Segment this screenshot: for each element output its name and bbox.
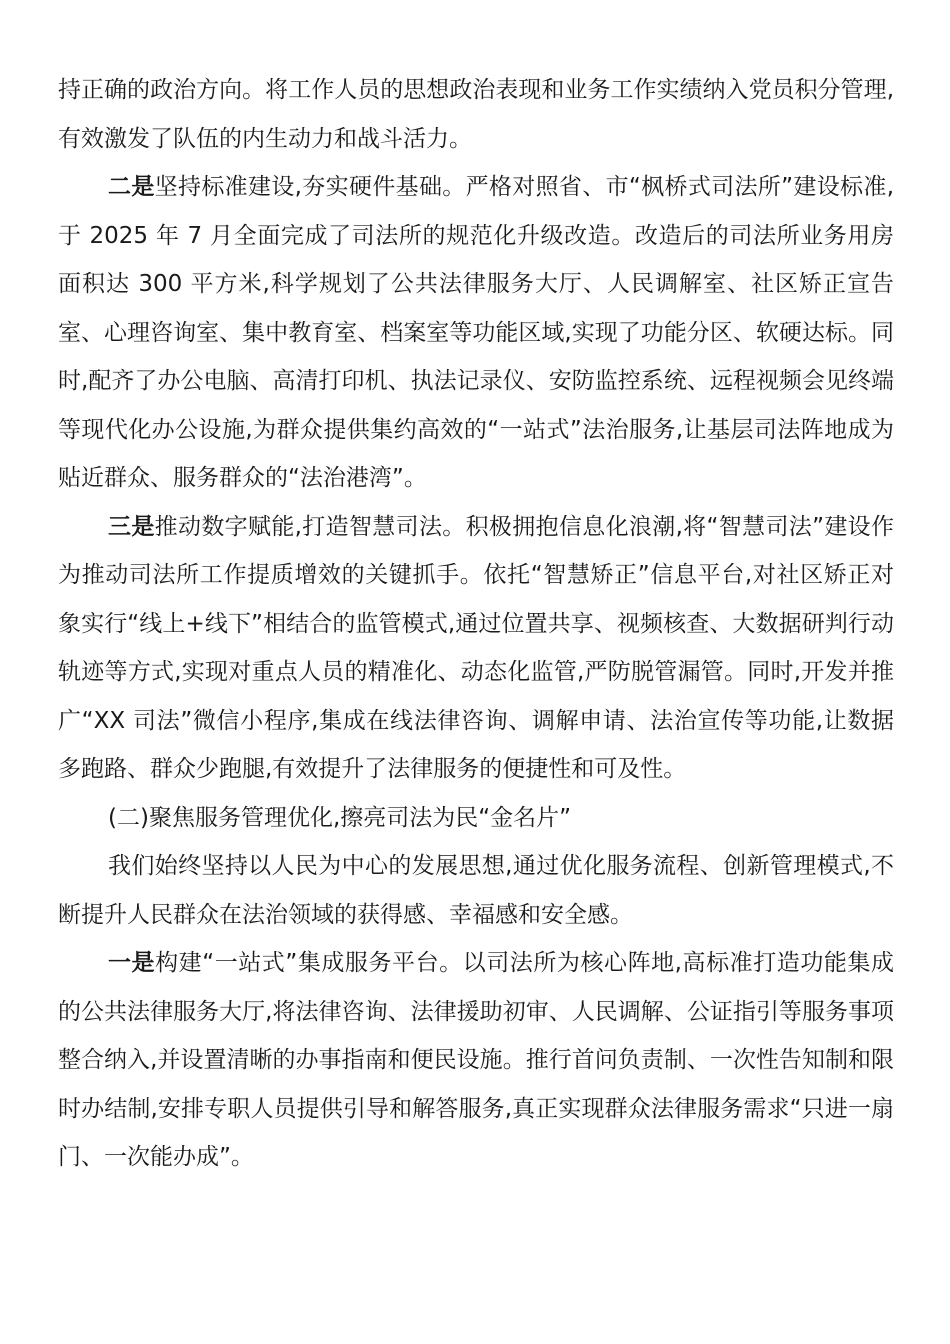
paragraph-3-text: 推动数字赋能,打造智慧司法。积极拥抱信息化浪潮,将“智慧司法”建设作为推动司法所工作提质增效的关键抓手。依托“智慧矫正”信息平台,对社区矫正对象实行“线上+线下”相结合的监管模式,通过位置共享、视频核查、大数据研判行动轨迹等方式,实现对重点人员的精准化、动态化监管,严防脱管漏管。同时,开发并推广“XX 司法”微信小程序,集成在线法律咨询、调解申请、法治宣传等功能,让数据多跑路、群众少跑腿,有效提升了法律服务的便捷性和可及性。: [58, 513, 895, 782]
section-heading-text: (二)聚焦服务管理优化,擦亮司法为民“金名片”: [108, 804, 572, 831]
paragraph-1: [58, 66, 894, 163]
paragraph-3: [58, 503, 894, 794]
section-heading: [58, 794, 894, 843]
paragraph-6-lead: 一是: [108, 950, 156, 976]
paragraph-2: [58, 163, 894, 503]
paragraph-5: [58, 842, 894, 939]
document-page: [58, 66, 894, 1182]
paragraph-6: [58, 939, 894, 1182]
paragraph-2-lead: 二是: [108, 174, 155, 200]
paragraph-2-text: 坚持标准建设,夯实硬件基础。严格对照省、市“枫桥式司法所”建设标准,于 2025 年 7 月全面完成了司法所的规范化升级改造。改造后的司法所业务用房面积达 300 平方米,科学规划了公共法律服务大厅、人民调解室、社区矫正宣告室、心理咨询室、集中教育室、档案室等功能区域,实现了功能分区、软硬达标。同时,配齐了办公电脑、高清打印机、执法记录仪、安防监控系统、远程视频会见终端等现代化办公设施,为群众提供集约高效的“一站式”法治服务,让基层司法阵地成为贴近群众、服务群众的“法治港湾”。: [58, 174, 895, 491]
paragraph-6-text: 构建“一站式”集成服务平台。以司法所为核心阵地,高标准打造功能集成的公共法律服务大厅,将法律咨询、法律援助初审、人民调解、公证指引等服务事项整合纳入,并设置清晰的办事指南和便民设施。推行首问负责制、一次性告知制和限时办结制,安排专职人员提供引导和解答服务,真正实现群众法律服务需求“只进一扇门、一次能办成”。: [58, 950, 894, 1170]
paragraph-1-text: 持正确的政治方向。将工作人员的思想政治表现和业务工作实绩纳入党员积分管理,有效激发了队伍的内生动力和战斗活力。: [58, 77, 894, 152]
paragraph-5-text: 我们始终坚持以人民为中心的发展思想,通过优化服务流程、创新管理模式,不断提升人民群众在法治领域的获得感、幸福感和安全感。: [58, 853, 894, 928]
paragraph-3-lead: 三是: [108, 513, 155, 540]
